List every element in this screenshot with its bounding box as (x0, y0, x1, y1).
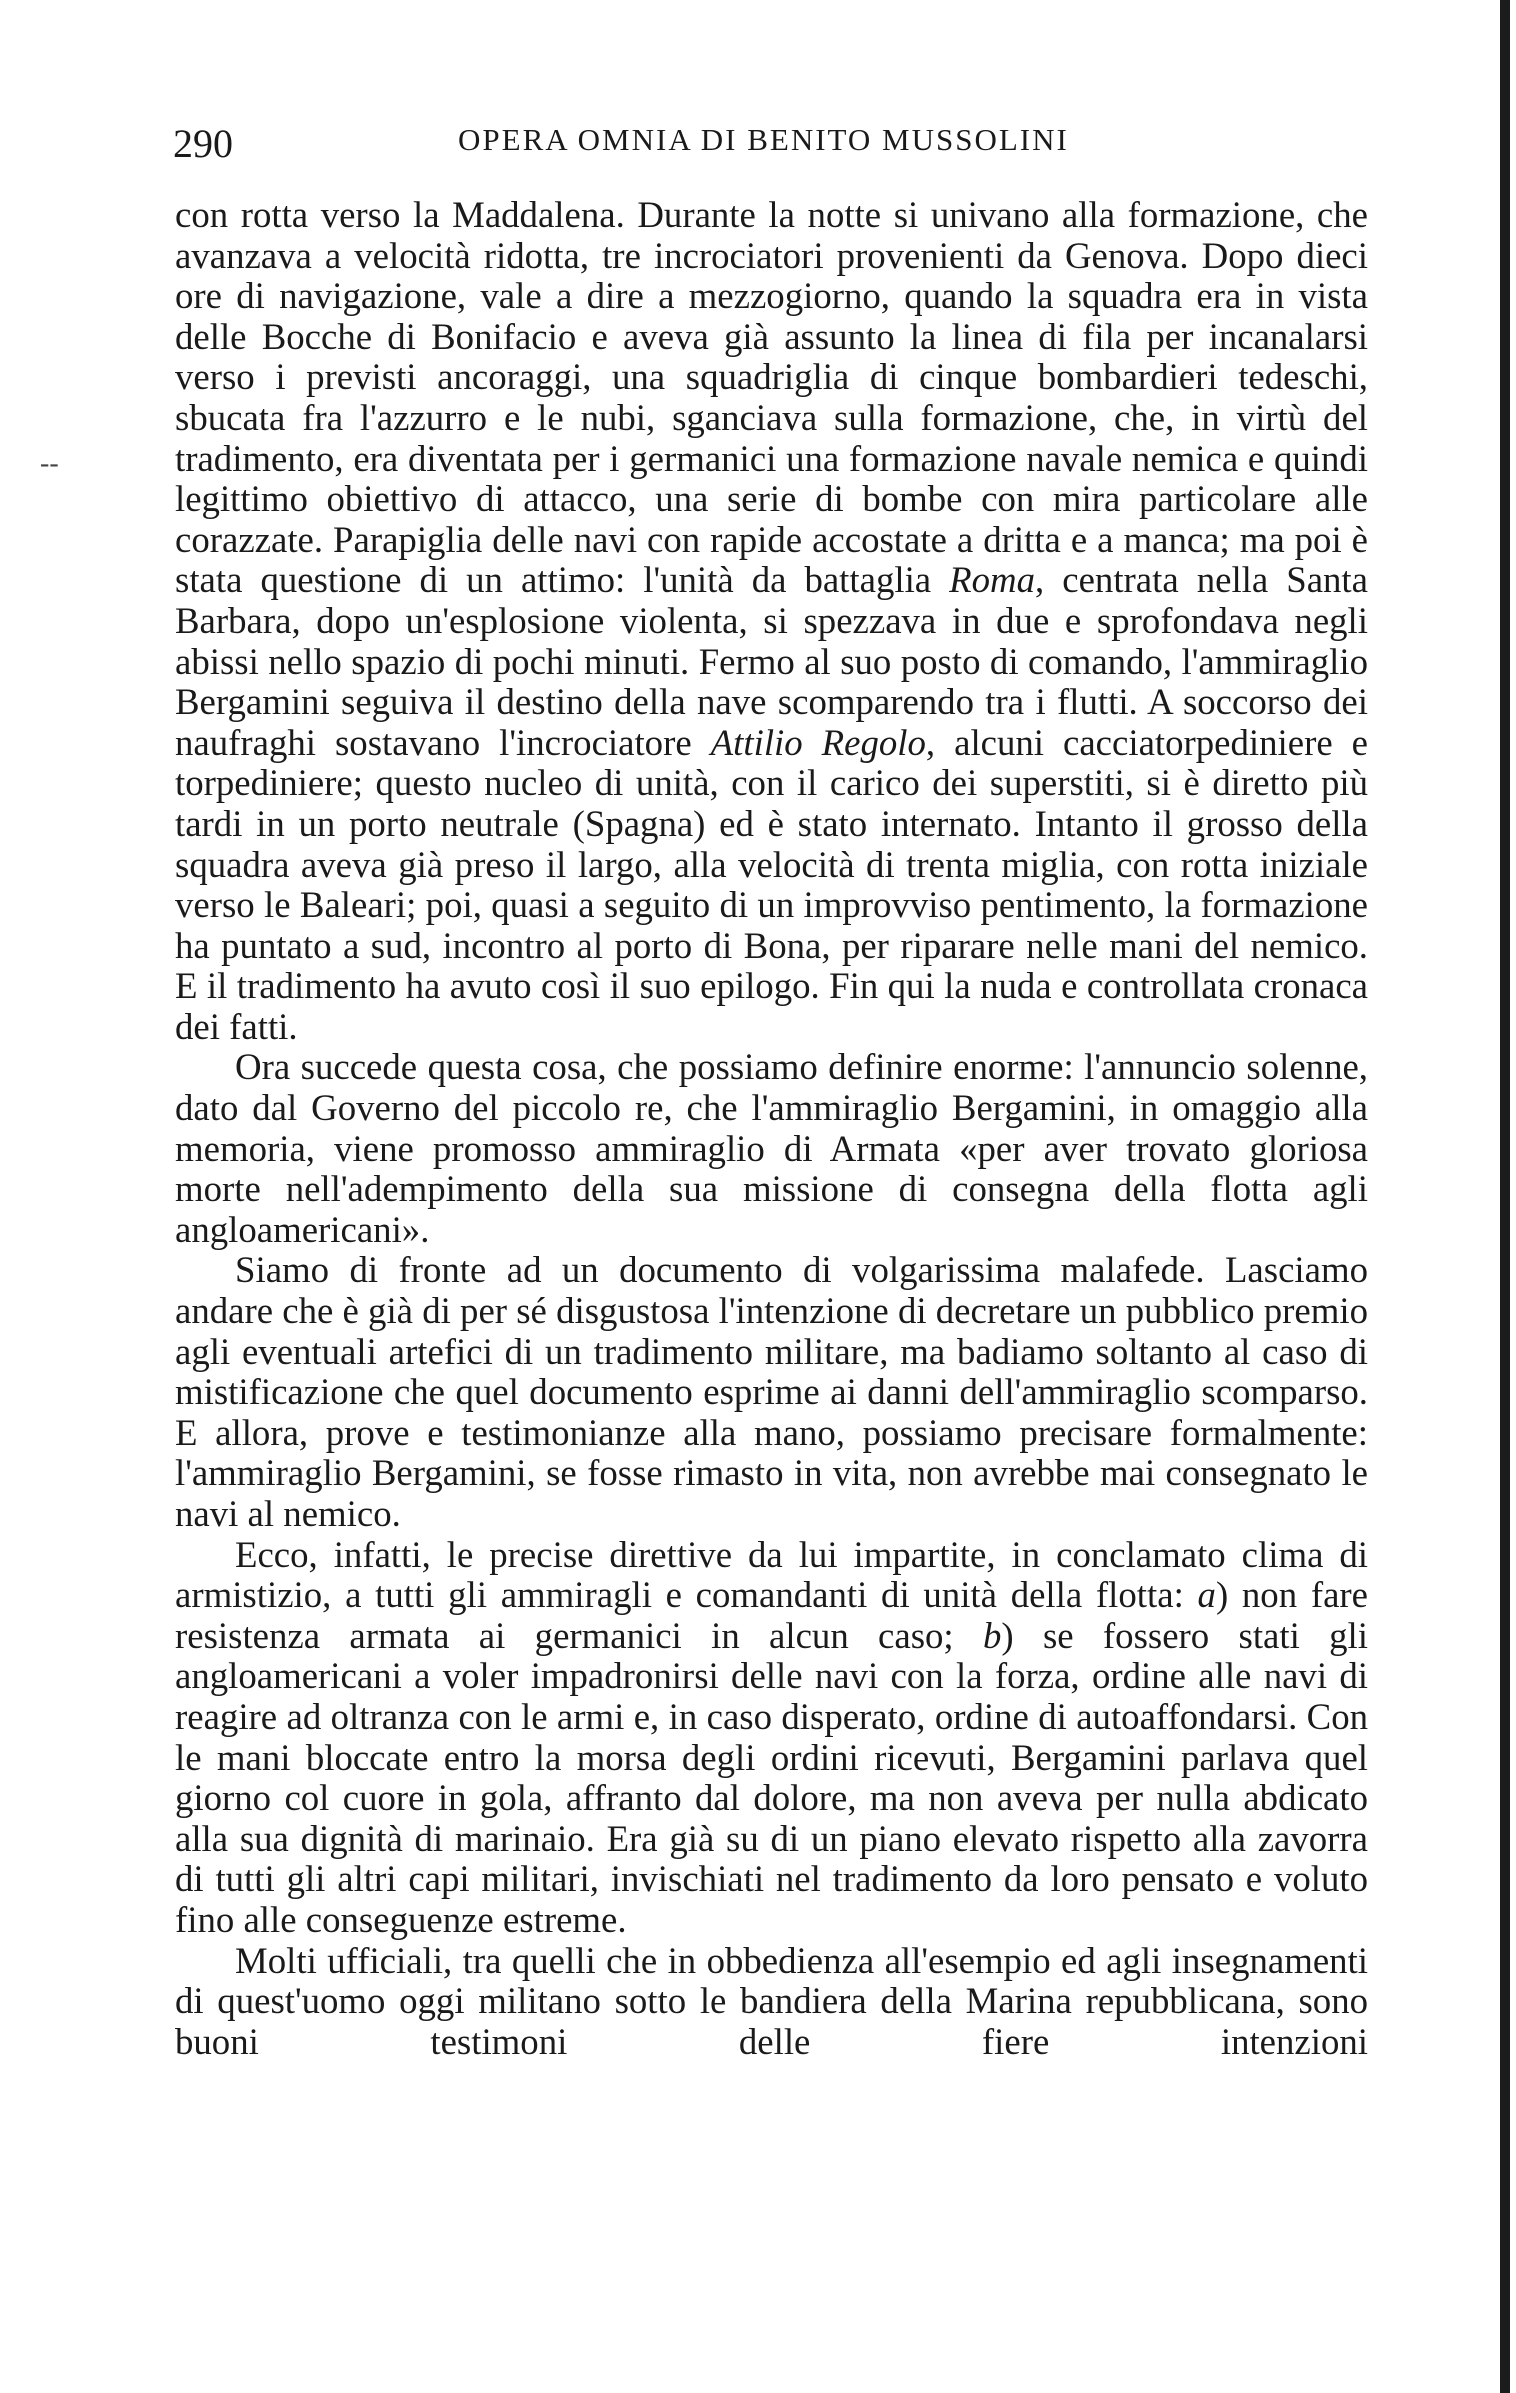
body-text (175, 195, 1368, 2062)
text-segment: Ecco, infatti, le precise direttive da lui impartite, in conclamato clima di armistizio, a tutti gli ammiragli e comandanti di unità della flotta: (175, 1533, 1368, 1616)
paragraph (175, 1250, 1368, 1534)
text-segment: ) non fare resistenza armata ai germanici in alcun caso; (175, 1574, 1368, 1656)
paragraph (175, 1535, 1368, 1941)
text-segment: con rotta verso la Maddalena. Durante la notte si univano alla formazione, che avanzava a velocità ridotta, tre incrociatori provenienti da Genova. Dopo dieci ore di navigazione, vale a dire a mezzogiorno, quando la squadra era in vista delle Bocche di Bonifacio e aveva già assunto la linea di fila per incanalarsi verso i previsti ancoraggi, una squadriglia di cinque bombardieri tedeschi, sbucata fra l'azzurro e le nubi, sganciava sulla formazione, che, in virtù del tradimento, era diventata per i germanici una formazione navale nemica e quindi legittimo obiettivo di attacco, una serie di bombe con mira particolare alle corazzate. Parapiglia delle navi con rapide accostate a dritta e a manca; ma poi è stata questione di un attimo: l'unità da battaglia (175, 194, 1368, 601)
text-segment: , alcuni cacciatorpediniere e torpediniere; questo nucleo di unità, con il carico dei superstiti, si è diretto più tardi in un porto neutrale (Spagna) ed è stato internato. Intanto il grosso della squadra aveva già preso il largo, alla velocità di trenta miglia, con rotta iniziale verso le Baleari; poi, quasi a seguito di un improvviso pentimento, la formazione ha puntato a sud, incontro al porto di Bona, per riparare nelle mani del nemico. E il tradimento ha avuto così il suo epilogo. Fin qui la nuda e controllata cronaca dei fatti. (175, 721, 1368, 1047)
paragraph (175, 195, 1368, 1047)
paragraph (175, 1941, 1368, 2063)
list-marker: a (1197, 1574, 1216, 1616)
text-segment: , centrata nella Santa Barbara, dopo un'esplosione violenta, si spezzava in due e sprofondava negli abissi nello spazio di pochi minuti. Fermo al suo posto di comando, l'ammiraglio Bergamini seguiva il destino della nave scomparendo tra i flutti. A soccorso dei naufraghi sostavano l'incrociatore (175, 559, 1368, 763)
ship-name: Attilio Regolo (710, 721, 926, 763)
text-segment: Molti ufficiali, tra quelli che in obbedienza all'esempio ed agli insegnamenti di quest'uomo oggi militano sotto le bandiera della Marina repubblicana, sono buoni testimoni delle fiere intenzioni (175, 1939, 1368, 2062)
paragraph (175, 1047, 1368, 1250)
ship-name: Roma (949, 559, 1036, 601)
text-segment: ) se fossero stati gli angloamericani a voler impadronirsi delle navi con la forza, ordine alle navi di reagire ad oltranza con le armi e, in caso disperato, ordine di autoaffondarsi. Con le mani bloccate entro la morsa degli ordini ricevuti, Bergamini parlava quel giorno col cuore in gola, affranto dal dolore, ma non aveva per nulla abdicato alla sua dignità di marinaio. Era già su di un piano elevato rispetto alla zavorra di tutti gli altri capi militari, invischiati nel tradimento da loro pensato e voluto fino alle conseguenze estreme. (175, 1614, 1368, 1940)
running-title: OPERA OMNIA DI BENITO MUSSOLINI (458, 122, 1069, 157)
text-segment: Siamo di fronte ad un documento di volgarissima malafede. Lasciamo andare che è già di per sé disgustosa l'intenzione di decretare un pubblico premio agli eventuali artefici di un tradimento militare, ma badiamo soltanto al caso di mistificazione che quel documento esprime ai danni dell'ammiraglio scomparso. E allora, prove e testimonianze alla mano, possiamo precisare formalmente: l'ammiraglio Bergamini, se fosse rimasto in vita, non avrebbe mai consegnato le navi al nemico. (175, 1249, 1368, 1534)
list-marker: b (982, 1614, 1002, 1656)
scan-edge (1500, 0, 1510, 2393)
text-segment: Ora succede questa cosa, che possiamo definire enorme: l'annuncio solenne, dato dal Governo del piccolo re, che l'ammiraglio Bergamini, in omaggio alla memoria, viene promosso ammiraglio di Armata «per aver trovato gloriosa morte nell'adempimento della sua missione di consegna della flotta agli angloamericani». (175, 1046, 1368, 1250)
page-header (173, 112, 1368, 172)
page-number: 290 (173, 121, 233, 166)
margin-mark: -- (40, 448, 59, 479)
